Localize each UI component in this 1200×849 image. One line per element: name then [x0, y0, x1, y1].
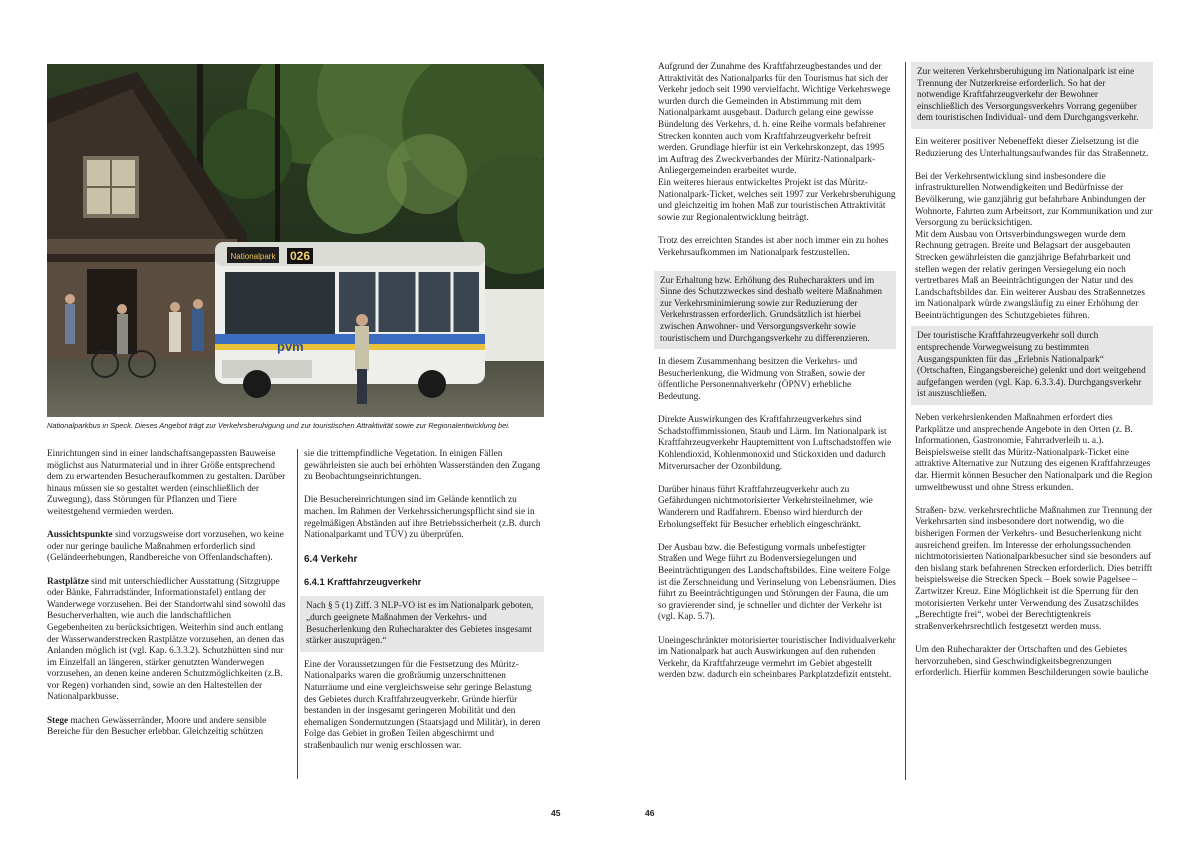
bus-brand: pvm	[277, 339, 304, 354]
paragraph-text: machen Gewässerränder, Moore und andere sensible Bereiche für den Besucher erlebbar. Gleichzeitig schützen	[47, 715, 267, 738]
paragraph: sie die trittempfindliche Vegetation. In einigen Fällen gewährleisten sie auch bei erhöhten Wasserständen den Zugang zu Beobachtungseinrichtungen.	[304, 449, 541, 483]
photo-caption: Nationalparkbus in Speck. Dieses Angebot trägt zur Verkehrsberuhigung und zur touristischen Attraktivität sowie zur Regionalentwicklung bei.	[47, 421, 510, 430]
bus-route-number: 026	[289, 249, 311, 263]
paragraph: Ein weiterer positiver Nebeneffekt dieser Zielsetzung ist die Reduzierung des Unterhaltungsaufwandes für das Straßennetz.	[915, 136, 1149, 159]
paragraph	[47, 530, 287, 565]
paragraph: Der Ausbau bzw. die Befestigung vormals unbefestigter Straßen und Wege führt zu Bodenversiegelungen und Beeinträchtigungen des Landschaftsbildes. Eine weitere Folge ist die Zerschneidung und Verinselung von Lebensräumen. Dies führt zu Beeinträchtigungen und Störungen der Fauna, die um so gravierender sind, je schneller und dichter der Verkehr ist (vgl. Kap. 5.7).	[658, 542, 896, 623]
column-divider	[905, 62, 906, 780]
paragraph: Straßen- bzw. verkehrsrechtliche Maßnahmen zur Trennung der Verkehrsarten sind insbesondere dort notwendig, wo die bisherigen Formen der Verkehrs- und Besucherlenkung nicht ausreichend greifen. Im Interesse der erholungssuchenden nichtmotorisierten Nationalparkbesucher sind sie besonders auf den bislang stark befahrenen Strecken erforderlich. Dies betrifft beispielsweise die Strecken Speck – Boek sowie Pagelsee – Zartwitzer Kreuz. Eine Möglichkeit ist die Sperrung für den motorisierten Verkehr unter Verwendung des Zusatzschildes „Berechtigte frei“, wobei der Berechtigtenkreis straßenverkehrsrechtlich festgesetzt werden muss.	[915, 505, 1153, 632]
paragraph: Direkte Auswirkungen des Kraftfahrzeugverkehrs sind Schadstoffimmissionen, Staub und Lärm. Im Nationalpark ist Kraftfahrzeugverkehr Hauptemittent von Luftschadstoffen wie Kohlendioxid, Kohlenmonoxid und Stickoxiden und dadurch Mitverursacher der Ozonbildung.	[658, 415, 892, 472]
left-column-1	[47, 449, 287, 739]
highlight-box: Nach § 5 (1) Ziff. 3 NLP-VO ist es im Nationalpark geboten, „durch geeignete Maßnahmen der Verkehrs- und Besucherlenkung den Ruhecharakter des Gebietes insgesamt stärker auszuprägen.“	[300, 596, 544, 651]
paragraph	[47, 716, 287, 739]
paragraph-text: sind mit unterschiedlicher Ausstattung (Sitzgruppe oder Bänke, Fahrradständer, Informationstafel) entlang der Wanderwege vorzusehen. Bei der Standortwahl sind sowohl das Besucherverhalten, wie auch die landschaftlichen Gegebenheiten zu berücksichtigen. Weiterhin sind auch entlang der Wasserwanderstrecken Rastplätze vorzusehen, an denen das Anlanden möglich ist (vgl. Kap. 6.3.3.2). Schutzhütten sind nur im Einzelfall an längeren, stärker genutzten Wanderwegen vorzusehen, an denen keine anderen Schutzmöglichkeiten (z.B. vor Regen) vorhanden sind, sowie an den Haltestellen der Nationalparkbusse.	[47, 576, 286, 703]
paragraph: Neben verkehrslenkenden Maßnahmen erfordert dies Parkplätze und ansprechende Angebote in den Orten (z. B. Informationen, Gastronomie, Fahrradverleih u. a.). Beispielsweise stellt das Müritz-Nationalpark-Ticket eine attraktive Alternative zur Nutzung des eigenen Kraftfahrzeuges dar. Hiermit können Besucher den Nationalpark und die Region umweltbewusst und ohne Stress erkunden.	[915, 413, 1153, 493]
paragraph: Aufgrund der Zunahme des Kraftfahrzeugbestandes und der Attraktivität des Nationalparks für den Tourismus hat sich der Verkehr jedoch seit 1990 vervielfacht. Wichtige Verkehrswege wurden durch die Gemeinden in Abstimmung mit dem Nationalparkamt ausgebaut. Dadurch gelang eine gewisse Bündelung des Verkehrs, d. h. eine Reihe vormals befahrener Strecken konnten auch vom Kraftfahrzeugverkehr befreit werden. Grundlage hierfür ist ein Verkehrskonzept, das 1995 im Auftrag des Zweckverbandes der Müritz-Nationalpark-Anliegergemeinden erarbeitet wurde.	[658, 62, 891, 177]
paragraph: In diesem Zusammenhang besitzen die Verkehrs- und Besucherlenkung, die Widmung von Straßen, sowie der öffentliche Personennahverkehr (ÖPNV) erhebliche Bedeutung.	[658, 357, 866, 403]
paragraph: Um den Ruhecharakter der Ortschaften und des Gebietes hervorzuheben, sind Geschwindigkeitsbegrenzungen erforderlich. Hierfür kommen Beschilderungen sowie bauliche	[915, 644, 1149, 679]
paragraph: Einrichtungen sind in einer landschaftsangepassten Bauweise möglichst aus Naturmaterial und in ihrer Größe entsprechend dem zu erwartenden Besucheraufkommen zu gestalten. Darüber hinaus müssen sie so gestaltet werden (einschließlich der Zuwegung), dass Störungen für Pflanzen und Tiere weitestgehend vermieden werden.	[47, 449, 286, 517]
paragraph: Trotz des erreichten Standes ist aber noch immer ein zu hohes Verkehrsaufkommen im Nationalpark festzustellen.	[658, 235, 889, 258]
term-aussichtspunkte: Aussichtspunkte	[47, 530, 113, 541]
highlight-box: Der touristische Kraftfahrzeugverkehr soll durch entsprechende Vorwegweisung zu bestimmten Ausgangspunkten für das „Erlebnis Nationalpark“ (Ortschaften, Eingangsbereiche) gelenkt und dort weitgehend aufgefangen werden (vgl. Kap. 6.3.3.4). Durchgangsverkehr ist auszuschließen.	[911, 326, 1153, 405]
column-divider	[297, 449, 298, 779]
highlight-box: Zur Erhaltung bzw. Erhöhung des Ruhecharakters und im Sinne des Schutzzweckes sind deshalb weitere Maßnahmen zur Verkehrsminimierung sowie zur Reduzierung der Verkehrstrassen erforderlich. Grundsätzlich ist hierbei zwischen Anwohner- und Versorgungsverkehr sowie touristischem und Durchgangsverkehr zu differenzieren.	[654, 271, 896, 350]
subsection-heading: 6.4.1 Kraftfahrzeugverkehr	[304, 577, 422, 588]
paragraph: Bei der Verkehrsentwicklung sind insbesondere die infrastrukturellen Notwendigkeiten und Bedürfnisse der Bevölkerung, wie ganzjährig gut befahrbare Anbindungen der Wohnorte, Fahrten zum Arbeitsort, zur Kommunikation und zur Versorgung zu berücksichtigen.	[915, 171, 1153, 229]
paragraph: Uneingeschränkter motorisierter touristischer Individualverkehr im Nationalpark hat auch Auswirkungen auf den ruhenden Verkehr, da Kraftfahrzeuge vermehrt im Gebiet abgestellt werden bzw. dadurch ein scheinbares Parkplatzdefizit entsteht.	[658, 635, 896, 681]
paragraph	[47, 577, 287, 705]
paragraph-text: sind vorzugsweise dort vorzusehen, wo keine oder nur geringe bauliche Maßnahmen erforderlich sind (Geländeerhebungen, Randbereiche von Offenlandschaften).	[47, 530, 284, 564]
bus-photo	[47, 64, 544, 417]
section-heading: 6.4 Verkehr	[304, 554, 358, 566]
paragraph: Die Besuchereinrichtungen sind im Gelände kenntlich zu machen. Im Rahmen der Verkehrssicherungspflicht sind sie in regelmäßigen Abständen auf ihre Betriebssicherheit (z.B. durch Nationalparkamt und TÜV) zu überprüfen.	[304, 495, 541, 541]
right-column-1	[658, 62, 896, 682]
paragraph: Eine der Voraussetzungen für die Festsetzung des Müritz-Nationalparks waren die großräumig unzerschnittenen Naturräume und eine vergleichsweise sehr geringe Belastung des Gebietes durch Kraftfahrzeugverkehr. Gründe hierfür bestanden in der insgesamt geringeren Mobilität und den ehemaligen Sondernutzungen (Staatsjagd und Militär), in deren Folge das Gebiet in großen Teilen abgeschirmt und straßenbaulich nur wenig erschlossen war.	[304, 659, 541, 751]
svg-text:Nationalpark: Nationalpark	[230, 252, 276, 261]
page-number-left: 45	[551, 808, 561, 818]
paragraph: Ein weiteres hieraus entwickeltes Projekt ist das Müritz-Nationalpark-Ticket, welches seit 1997 zur Verkehrsberuhigung und gleichzeitig im hohen Maß zur touristischen Attraktivität sowie zur Regionalentwicklung beiträgt.	[658, 177, 896, 223]
term-stege: Stege	[47, 715, 69, 726]
paragraph: Darüber hinaus führt Kraftfahrzeugverkehr auch zu Gefährdungen nichtmotorisierter Verkehrsteilnehmer, wie Wanderern und Radfahrern. Ebenso wird hierdurch der Erholungseffekt für Besucher erheblich eingeschränkt.	[658, 484, 873, 530]
right-column-2	[915, 62, 1153, 680]
left-column-2	[304, 449, 544, 752]
page-number-right: 46	[645, 808, 655, 818]
term-rastplaetze: Rastplätze	[47, 576, 89, 587]
paragraph: Mit dem Ausbau von Ortsverbindungswegen wurde dem Rechnung getragen. Breite und Belagsart der ausgebauten Strecken gewährleisten die ganzjährige Befahrbarkeit und stellen wegen der relativ geringen Versiegelung ein noch vertretbares Maß an Beeinträchtigungen der Natur und des Landschaftsbildes dar. Ein weiterer Ausbau des Straßennetzes im Nationalpark würde zwangsläufig zu einer Erhöhung der Beeinträchtigungen des Schutzgebietes führen.	[915, 229, 1146, 321]
photo-illustration	[47, 64, 544, 417]
highlight-box: Zur weiteren Verkehrsberuhigung im Nationalpark ist eine Trennung der Nutzerkreise erforderlich. So hat der notwendige Kraftfahrzeugverkehr der Bewohner einschließlich des Versorgungsverkehrs Vorrang gegenüber dem touristischen Individual- und dem Durchgangsverkehr.	[911, 62, 1153, 129]
